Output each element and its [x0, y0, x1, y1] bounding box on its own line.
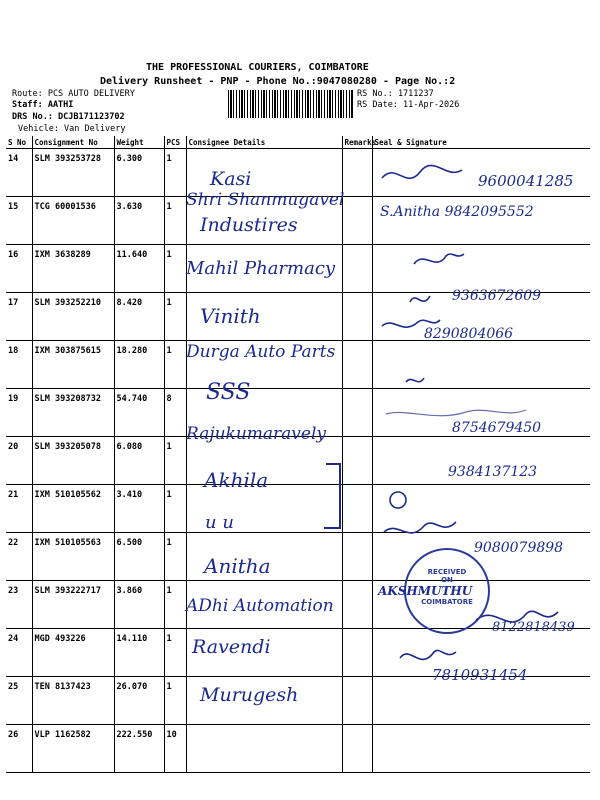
handwritten-consignee: Durga Auto Parts	[186, 342, 336, 362]
row-pcs: 1	[164, 149, 186, 197]
handwritten-consignee: Anitha	[204, 554, 271, 578]
runsheet-subtitle: Delivery Runsheet - PNP - Phone No.:9047080280 - Page No.:2	[100, 76, 456, 87]
row-sno: 22	[6, 533, 32, 581]
row-sno: 21	[6, 485, 32, 533]
col-consignment: Consignment No	[32, 136, 114, 149]
rs-number: RS No.: 1711237	[357, 89, 434, 99]
row-pcs: 8	[164, 389, 186, 437]
row-consignment: IXM 510105562	[32, 485, 114, 533]
col-sno: S No	[6, 136, 32, 149]
col-pcs: PCS	[164, 136, 186, 149]
row-weight: 8.420	[114, 293, 164, 341]
row-pcs: 10	[164, 725, 186, 773]
col-weight: Weight	[114, 136, 164, 149]
row-pcs: 1	[164, 533, 186, 581]
stamp-signature: AKSHMUTHU	[378, 584, 473, 598]
row-consignment: SLM 393253728	[32, 149, 114, 197]
handwritten-phone: 9384137123	[448, 464, 538, 480]
handwritten-consignee: Vinith	[200, 304, 261, 328]
row-pcs: 1	[164, 485, 186, 533]
vehicle-label: Vehicle: Van Delivery	[18, 124, 126, 134]
row-pcs: 1	[164, 677, 186, 725]
row-weight: 3.410	[114, 485, 164, 533]
handwritten-phone: S.Anitha 9842095552	[380, 204, 534, 220]
row-consignment: SLM 393252210	[32, 293, 114, 341]
row-pcs: 1	[164, 197, 186, 245]
barcode	[228, 90, 354, 118]
handwritten-phone: 8754679450	[452, 420, 542, 436]
row-weight: 6.300	[114, 149, 164, 197]
row-weight: 11.640	[114, 245, 164, 293]
row-sno: 19	[6, 389, 32, 437]
ink-bracket	[320, 462, 350, 532]
stamp-on: ON	[441, 576, 453, 584]
stamp-city: COIMBATORE	[421, 598, 473, 606]
table-header-row	[6, 136, 590, 149]
row-sno: 17	[6, 293, 32, 341]
row-sno: 14	[6, 149, 32, 197]
row-consignment: TCG 60001536	[32, 197, 114, 245]
row-sno: 15	[6, 197, 32, 245]
row-weight: 6.080	[114, 437, 164, 485]
row-consignment: IXM 510105563	[32, 533, 114, 581]
row-pcs: 1	[164, 293, 186, 341]
row-consignment: IXM 303875615	[32, 341, 114, 389]
row-pcs: 1	[164, 437, 186, 485]
handwritten-consignee: Mahil Pharmacy	[186, 258, 336, 279]
row-weight: 54.740	[114, 389, 164, 437]
handwritten-phone: 9600041285	[478, 172, 574, 190]
row-pcs: 1	[164, 341, 186, 389]
row-weight: 14.110	[114, 629, 164, 677]
handwritten-consignee: Industires	[200, 214, 298, 236]
row-consignment: IXM 3638289	[32, 245, 114, 293]
row-weight: 222.550	[114, 725, 164, 773]
row-sno: 18	[6, 341, 32, 389]
col-consignee: Consignee Details	[186, 136, 342, 149]
row-sno: 20	[6, 437, 32, 485]
row-consignment: TEN 8137423	[32, 677, 114, 725]
row-weight: 26.070	[114, 677, 164, 725]
stamp-received: RECEIVED	[427, 568, 467, 576]
handwritten-consignee: Rajukumaravely	[186, 424, 327, 444]
row-sno: 25	[6, 677, 32, 725]
row-consignment: MGD 493226	[32, 629, 114, 677]
row-weight: 3.860	[114, 581, 164, 629]
handwritten-phone: 7810931454	[432, 666, 528, 684]
handwritten-consignee: Shri Shanmugavel	[186, 190, 345, 210]
row-weight: 6.500	[114, 533, 164, 581]
handwritten-consignee: Murugesh	[200, 684, 299, 706]
route-label: Route: PCS AUTO DELIVERY	[12, 89, 135, 99]
handwritten-phone: 9080079898	[474, 540, 564, 556]
col-remarks: Remarks	[342, 136, 372, 149]
row-sno: 24	[6, 629, 32, 677]
handwritten-consignee: Akhila	[204, 468, 269, 492]
handwritten-phone: 8122818439	[492, 620, 575, 635]
row-consignment: VLP 1162582	[32, 725, 114, 773]
rs-date: RS Date: 11-Apr-2026	[357, 100, 460, 110]
staff-label: Staff: AATHI	[12, 100, 74, 110]
drs-number: DRS No.: DCJB171123702	[12, 112, 125, 122]
col-seal: Seal & Signature	[372, 136, 590, 149]
row-consignment: SLM 393205078	[32, 437, 114, 485]
handwritten-consignee: Kasi	[210, 168, 252, 190]
row-pcs: 1	[164, 581, 186, 629]
row-consignment: SLM 393222717	[32, 581, 114, 629]
handwritten-consignee: ADhi Automation	[186, 596, 334, 616]
row-weight: 3.630	[114, 197, 164, 245]
handwritten-consignee: Ravendi	[192, 636, 271, 658]
row-sno: 23	[6, 581, 32, 629]
handwritten-consignee: SSS	[206, 380, 251, 405]
company-title: THE PROFESSIONAL COURIERS, COIMBATORE	[146, 62, 369, 73]
handwritten-phone: 9363672609	[452, 288, 542, 304]
row-sno: 16	[6, 245, 32, 293]
table-row	[6, 725, 590, 773]
handwritten-consignee: u u	[205, 512, 234, 533]
handwritten-phone: 8290804066	[424, 326, 514, 342]
row-weight: 18.280	[114, 341, 164, 389]
row-pcs: 1	[164, 629, 186, 677]
row-consignment: SLM 393208732	[32, 389, 114, 437]
row-sno: 26	[6, 725, 32, 773]
row-pcs: 1	[164, 245, 186, 293]
